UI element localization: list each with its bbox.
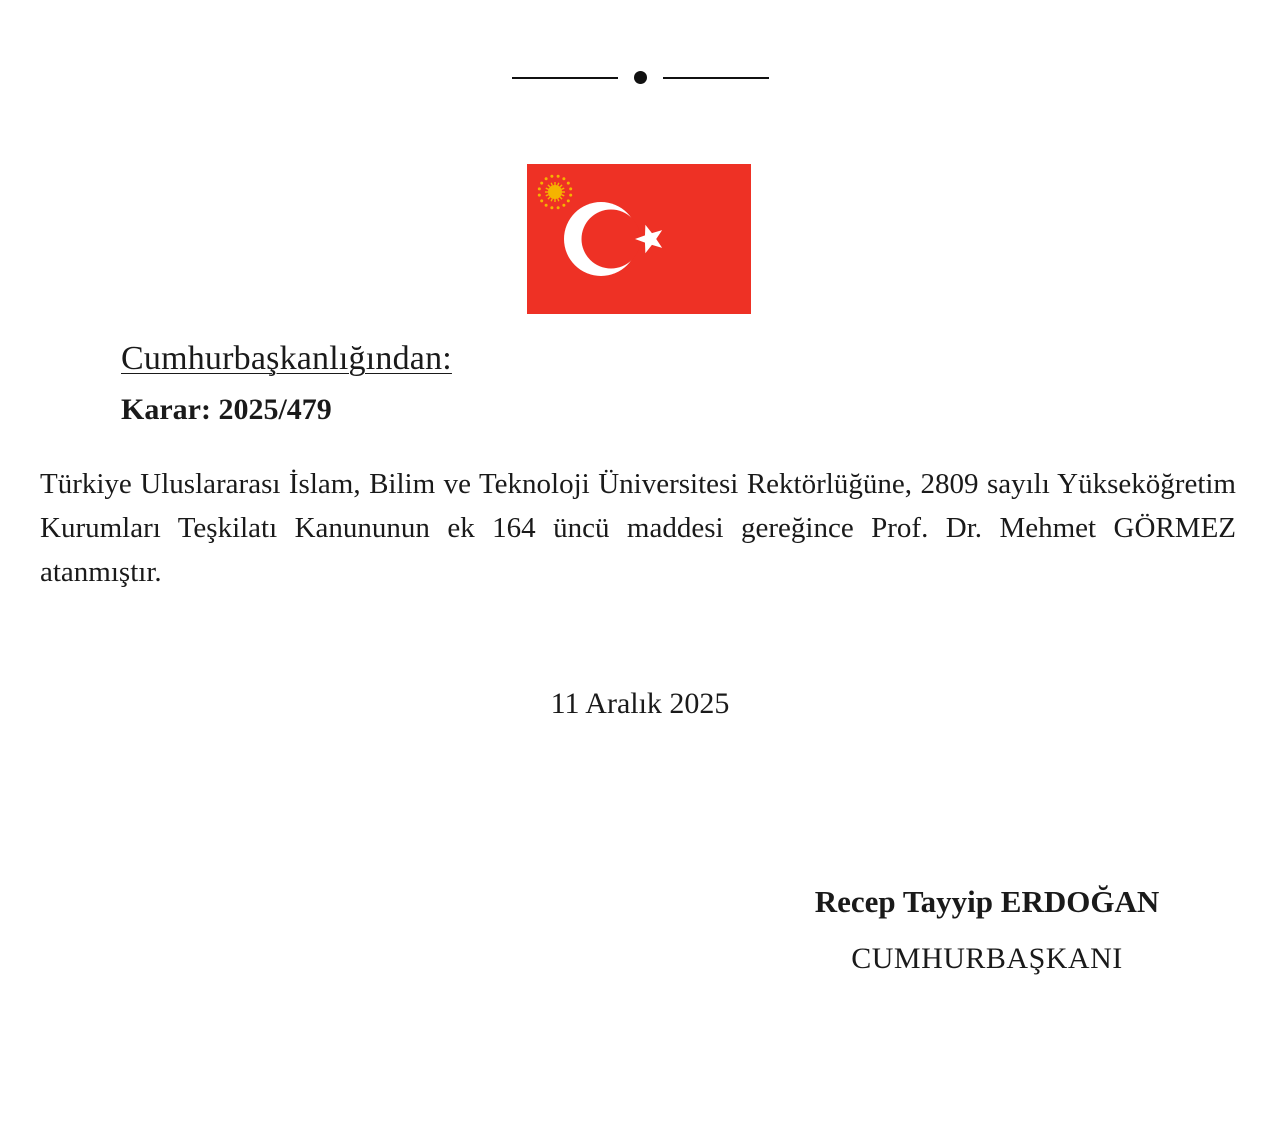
separator-line-right	[663, 77, 769, 79]
decision-body: Türkiye Uluslararası İslam, Bilim ve Teknoloji Üniversitesi Rektörlüğüne, 2809 sayılı Yükseköğretim Kurumları Teşkilatı Kanununun ek 164 üncü maddesi gereğince Prof. Dr. Mehmet GÖRMEZ atanmıştır.	[40, 468, 1236, 588]
seal-star	[569, 194, 572, 197]
decision-number: Karar: 2025/479	[121, 393, 332, 426]
seal-star	[567, 182, 570, 185]
seal-star	[538, 194, 541, 197]
signatory-name: Recep Tayyip ERDOĞAN	[814, 884, 1160, 919]
seal-sun	[548, 185, 562, 199]
seal-star	[562, 204, 565, 207]
seal-star	[538, 187, 541, 190]
signature-block	[770, 882, 1204, 979]
separator-line-left	[512, 77, 618, 79]
seal-star	[545, 204, 548, 207]
seal-star	[567, 199, 570, 202]
separator-dot	[634, 71, 647, 84]
seal-star	[557, 175, 560, 178]
seal-star	[550, 175, 553, 178]
seal-star	[562, 177, 565, 180]
crescent-inner	[582, 210, 641, 269]
seal-star	[569, 187, 572, 190]
decision-date: 11 Aralık 2025	[550, 687, 730, 720]
seal-star	[540, 199, 543, 202]
seal-star	[540, 182, 543, 185]
seal-star	[557, 206, 560, 209]
header-separator	[512, 66, 769, 86]
issuer-heading: Cumhurbaşkanlığından:	[121, 340, 452, 377]
turkish-flag-icon	[527, 164, 751, 314]
seal-star	[550, 206, 553, 209]
seal-star	[545, 177, 548, 180]
signatory-title: CUMHURBAŞKANI	[851, 942, 1123, 975]
